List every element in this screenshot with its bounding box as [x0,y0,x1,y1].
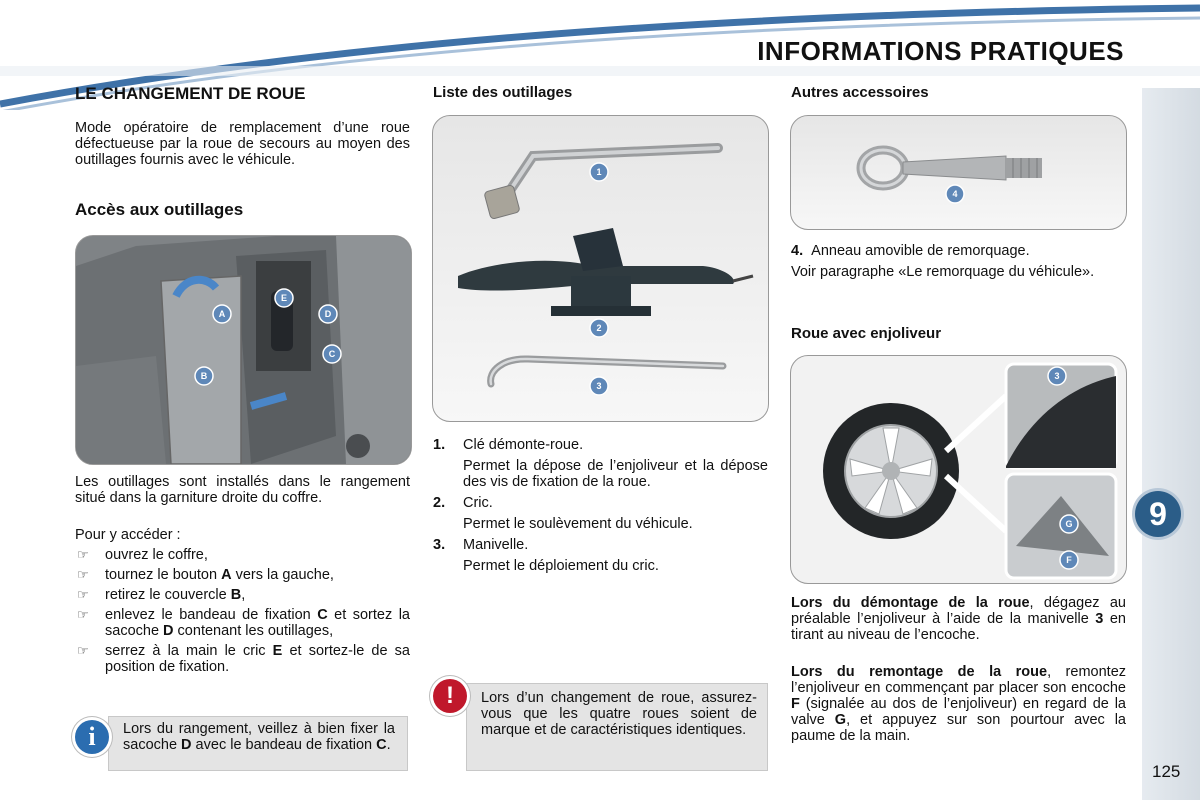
photo-label-a: A [218,309,226,319]
tools-title: Liste des outillages [433,84,573,101]
see-paragraph-text: Voir paragraphe «Le remorquage du véhicule». [791,264,1095,280]
tools-photo [432,115,769,422]
page-title: INFORMATIONS PRATIQUES [757,36,1124,66]
step-item: ☞ tournez le bouton A vers la gauche, [77,567,334,583]
step-item: ☞ serrez à la main le cric E et sortez-le de sa position de fixation. [77,643,410,675]
location-text: Les outillages sont installés dans le rangement situé dans la garniture droite du coffre. [75,474,410,506]
info-icon: i [75,720,109,754]
step-item: ☞ ouvrez le coffre, [77,547,208,563]
pointing-hand-icon: ☞ [77,547,89,562]
photo-label-c: C [328,349,336,359]
access-steps [75,547,410,679]
photo-label-3: 3 [596,381,602,391]
photo-label-e: E [280,293,288,303]
hubcap-title: Roue avec enjoliveur [791,325,942,342]
step-item: ☞ retirez le couvercle B, [77,587,246,603]
step-item: ☞ enlevez le bandeau de fixation C et sortez la sacoche D contenant les outillages, [77,607,410,639]
photo-label-3b: 3 [1054,371,1060,381]
tool-item: 1. Clé démonte-roue. Permet la dépose de l’enjoliveur et la dépose des vis de fixation de la roue. [433,437,768,490]
warning-note: Lors d’un changement de roue, assurez-vous que les quatre roues soient de marque et de caractéristiques identiques. [466,683,768,771]
intro-text: Mode opératoire de remplacement d’une roue défectueuse par la roue de secours au moyen des outillages fournis avec le véhicule. [75,120,410,168]
access-title: Accès aux outillages [75,200,244,219]
photo-label-b: B [200,371,208,381]
tools-list [433,437,768,579]
pointing-hand-icon: ☞ [77,607,89,622]
accessories-title: Autres accessoires [791,84,929,101]
info-note: Lors du rangement, veillez à bien fixer la sacoche D avec le bandeau de fixation C. [108,716,408,771]
photo-label-d: D [324,309,332,319]
trunk-photo [75,235,412,465]
accessory-item: 4. Anneau amovible de remorquage. [791,243,1030,259]
chapter-badge[interactable]: 9 [1135,491,1181,537]
towing-eye-photo [790,115,1127,230]
photo-label-g: G [1065,519,1073,529]
chapter-side-tab [1142,88,1200,800]
photo-label-4: 4 [952,189,958,199]
photo-label-1: 1 [596,167,602,177]
tool-item: 2. Cric. Permet le soulèvement du véhicule. [433,495,693,532]
pointing-hand-icon: ☞ [77,567,89,582]
warning-icon: ! [433,679,467,713]
page-number: 125 [1152,762,1181,781]
photo-label-f: F [1066,555,1072,565]
pointing-hand-icon: ☞ [77,643,89,658]
refit-text: Lors du remontage de la roue, remontez l’enjoliveur en commençant par placer son encoche F (signalée au dos de l’enjoliveur) en regard de la valve G, et appuyez sur son pourtour avec la paume de la main. [791,664,1127,744]
photo-label-2: 2 [596,323,602,333]
pointing-hand-icon: ☞ [77,587,89,602]
tool-item: 3. Manivelle. Permet le déploiement du cric. [433,537,659,574]
removal-text: Lors du démontage de la roue, dégagez au préalable l’enjoliveur à l’aide de la manivelle 3 en tirant au niveau de l’encoche. [791,595,1126,643]
hubcap-photo [790,355,1127,584]
section-title: LE CHANGEMENT DE ROUE [75,84,306,103]
access-intro: Pour y accéder : [75,527,181,543]
